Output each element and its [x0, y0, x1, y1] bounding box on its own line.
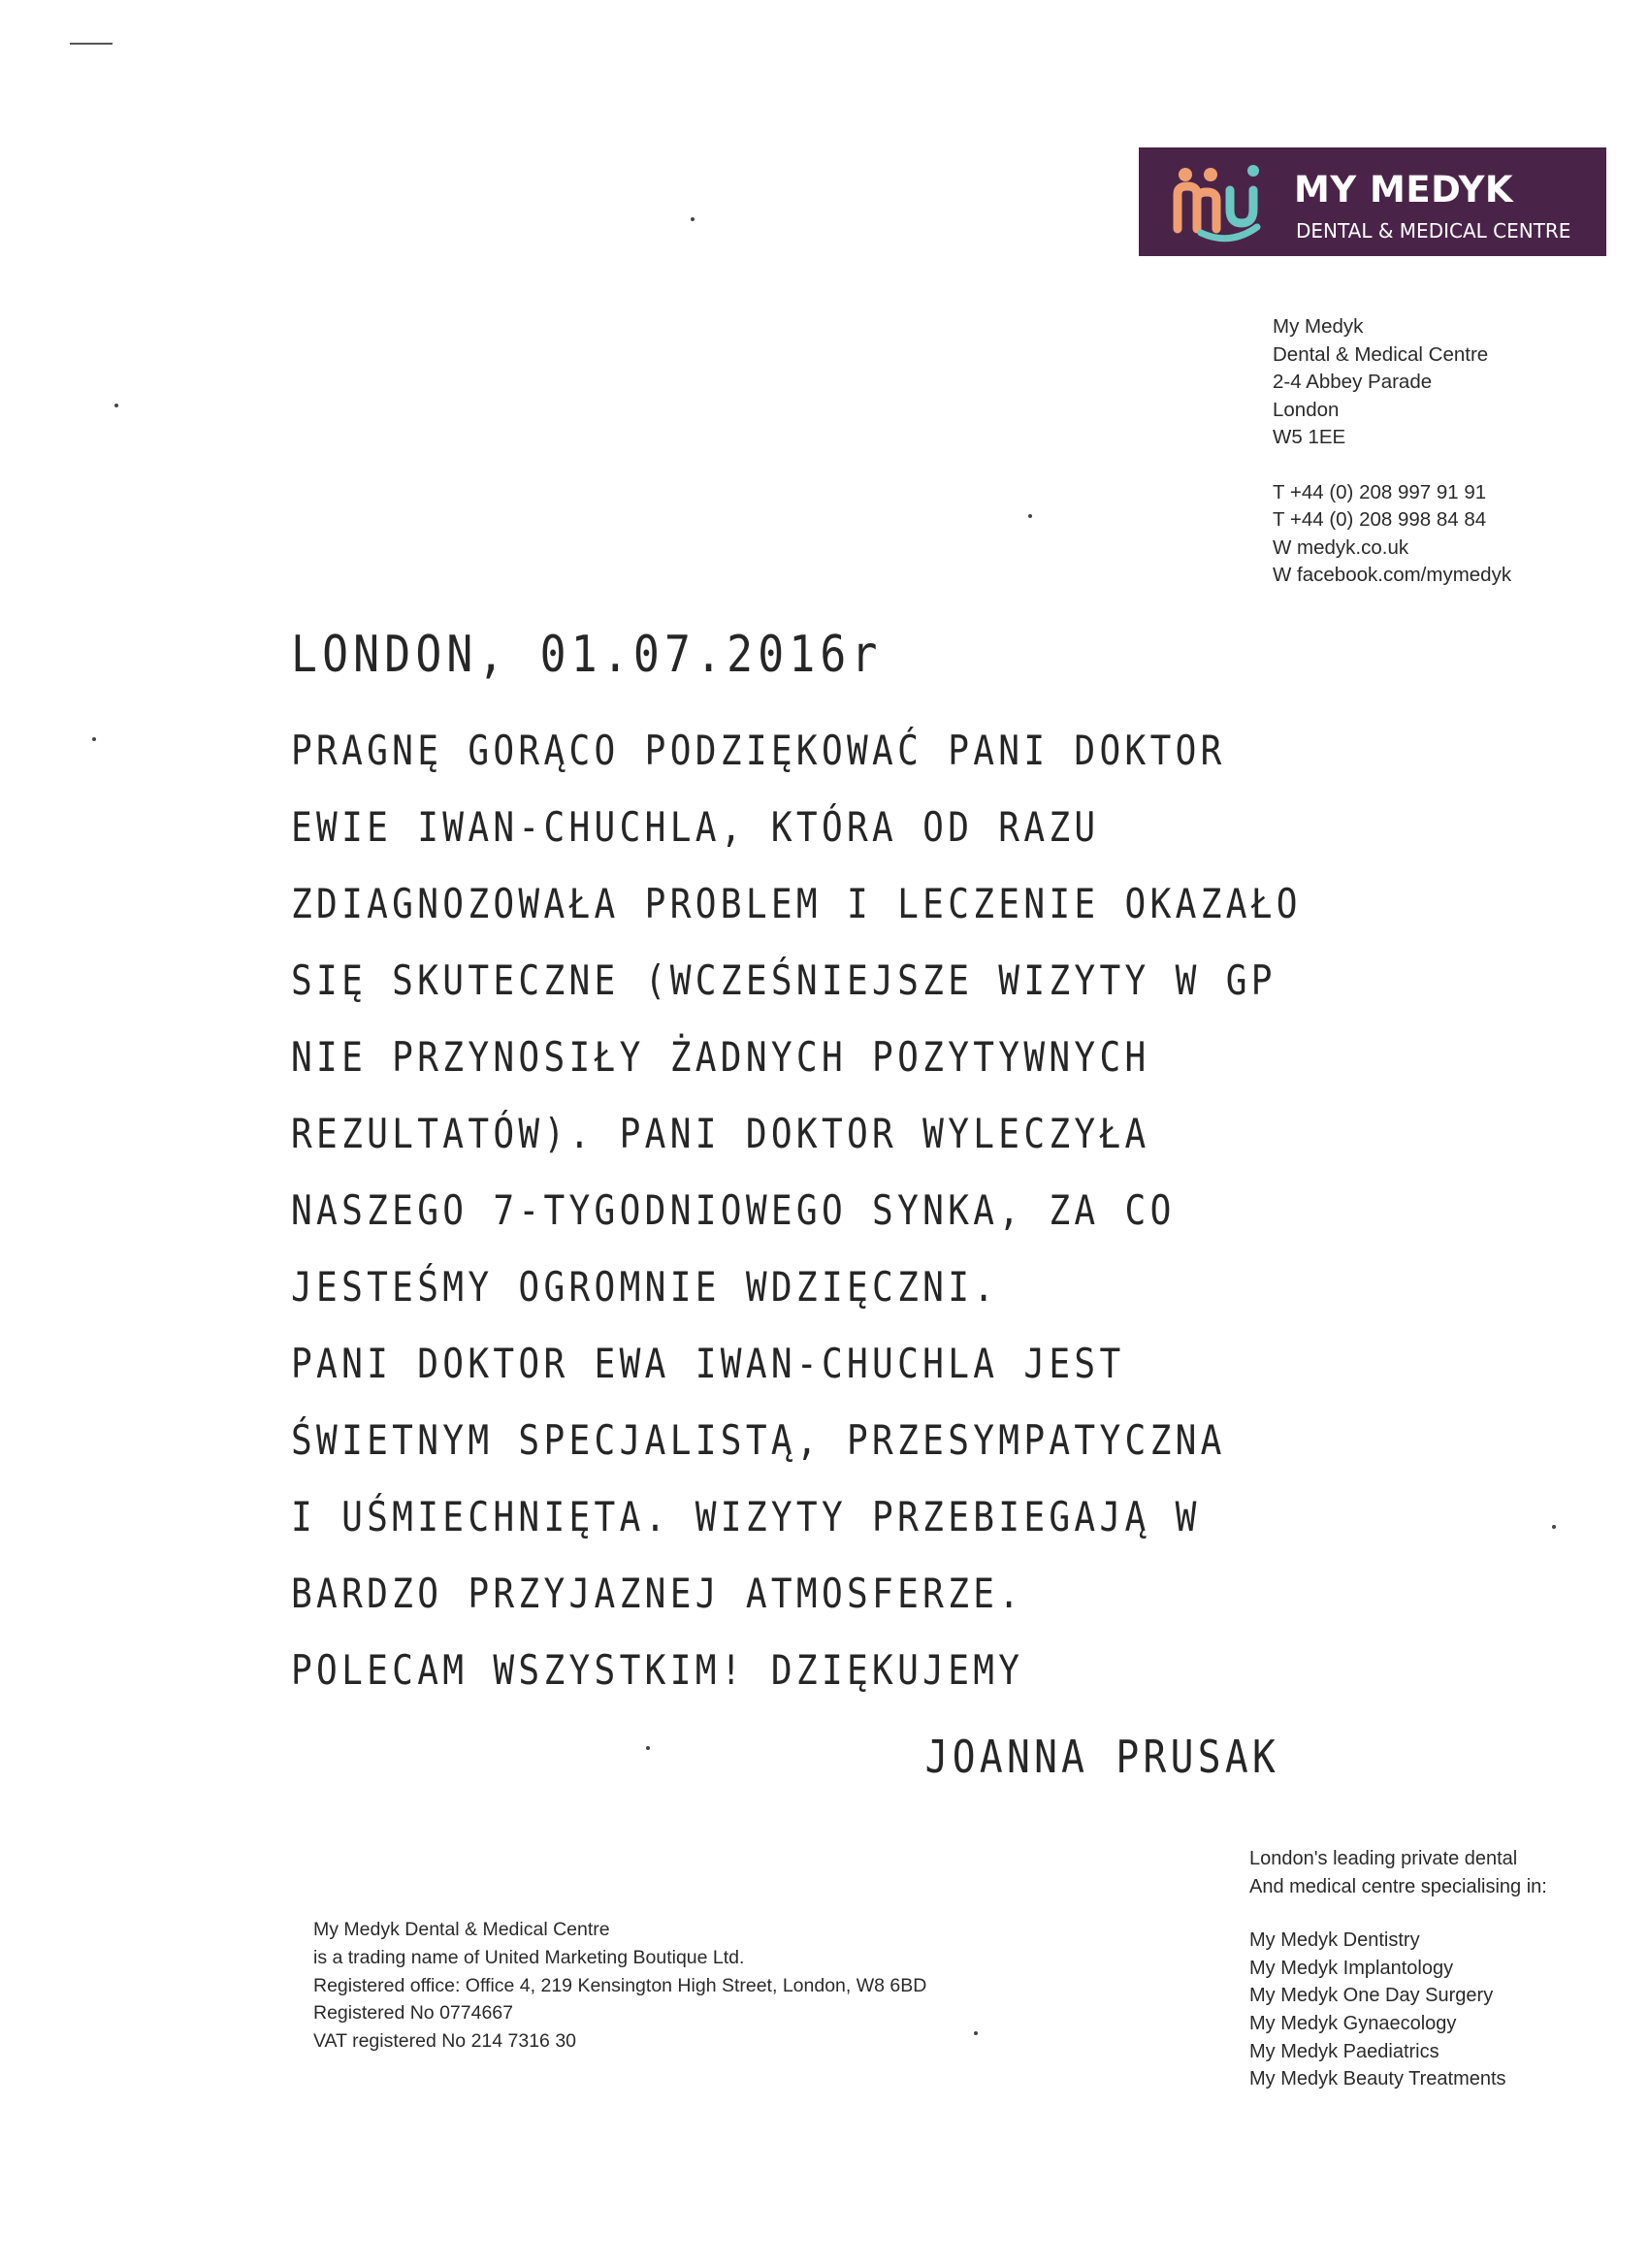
address-line: London: [1273, 398, 1340, 421]
letter-date: LONDON, 01.07.2016r: [291, 626, 883, 684]
address-line: 2-4 Abbey Parade: [1273, 371, 1433, 393]
phone-line: T +44 (0) 208 997 91 91: [1273, 480, 1487, 503]
service-item: My Medyk Gynaecology: [1249, 2012, 1457, 2034]
phone-line: T +44 (0) 208 998 84 84: [1273, 508, 1487, 531]
address-line: Dental & Medical Centre: [1273, 342, 1489, 366]
company-registration-block: [313, 1916, 926, 2056]
logo-name: MY MEDYK: [1294, 169, 1514, 211]
scan-speck: [1028, 514, 1032, 518]
scan-speck: [691, 217, 695, 221]
letter-line: SIĘ SKUTECZNE (WCZEŚNIEJSZE WIZYTY W GP: [291, 956, 1277, 1004]
services-block: [1249, 1845, 1547, 2093]
registration-line: My Medyk Dental & Medical Centre: [313, 1919, 610, 1940]
letter-line: NIE PRZYNOSIŁY ŻADNYCH POZYTYWNYCH: [291, 1033, 1150, 1081]
registration-line: is a trading name of United Marketing Boutique Ltd.: [313, 1946, 745, 1968]
scan-speck: [974, 2031, 978, 2035]
logo-banner: [1139, 147, 1606, 256]
services-intro: And medical centre specialising in:: [1249, 1875, 1547, 1897]
address-line: My Medyk: [1273, 315, 1364, 338]
letter-line: ZDIAGNOZOWAŁA PROBLEM I LECZENIE OKAZAŁO: [291, 880, 1302, 927]
service-item: My Medyk Implantology: [1249, 1957, 1454, 1979]
letter-line: ŚWIETNYM SPECJALISTĄ, PRZESYMPATYCZNA: [291, 1416, 1226, 1464]
my-medyk-logo-icon: [1172, 161, 1269, 243]
letter-line: EWIE IWAN-CHUCHLA, KTÓRA OD RAZU: [291, 803, 1100, 851]
service-item: My Medyk Paediatrics: [1249, 2040, 1439, 2062]
letter-signature: JOANNA PRUSAK: [924, 1731, 1280, 1783]
registration-line: Registered office: Office 4, 219 Kensington High Street, London, W8 6BD: [313, 1974, 927, 1996]
scan-speck: [92, 737, 96, 741]
letter-line: JESTEŚMY OGROMNIE WDZIĘCZNI.: [291, 1263, 999, 1311]
logo-subtitle: DENTAL & MEDICAL CENTRE: [1296, 219, 1571, 243]
letter-line: I UŚMIECHNIĘTA. WIZYTY PRZEBIEGAJĄ W: [291, 1493, 1201, 1540]
clinic-address-block: [1273, 313, 1511, 590]
scan-speck: [114, 404, 118, 407]
facebook-line: W facebook.com/mymedyk: [1273, 564, 1512, 586]
website-line: W medyk.co.uk: [1273, 535, 1409, 559]
scan-speck: [1552, 1525, 1556, 1529]
letter-line: PANI DOKTOR EWA IWAN-CHUCHLA JEST: [291, 1340, 1125, 1387]
service-item: My Medyk One Day Surgery: [1249, 1985, 1494, 2007]
top-left-rule: [70, 43, 113, 45]
letter-line: BARDZO PRZYJAZNEJ ATMOSFERZE.: [291, 1570, 1024, 1617]
registration-line: Registered No 0774667: [313, 2002, 513, 2025]
services-intro: London's leading private dental: [1249, 1848, 1518, 1869]
registration-line: VAT registered No 214 7316 30: [313, 2030, 577, 2053]
letter-line: REZULTATÓW). PANI DOKTOR WYLECZYŁA: [291, 1110, 1150, 1157]
letter-line: POLECAM WSZYSTKIM! DZIĘKUJEMY: [291, 1646, 1024, 1694]
service-item: My Medyk Dentistry: [1249, 1929, 1420, 1952]
letter-line: NASZEGO 7-TYGODNIOWEGO SYNKA, ZA CO: [291, 1186, 1176, 1234]
service-item: My Medyk Beauty Treatments: [1249, 2068, 1506, 2090]
scan-speck: [646, 1746, 650, 1750]
address-line: W5 1EE: [1273, 426, 1346, 448]
letter-line: PRAGNĘ GORĄCO PODZIĘKOWAĆ PANI DOKTOR: [291, 727, 1226, 774]
handwritten-letter: [291, 626, 1342, 1783]
